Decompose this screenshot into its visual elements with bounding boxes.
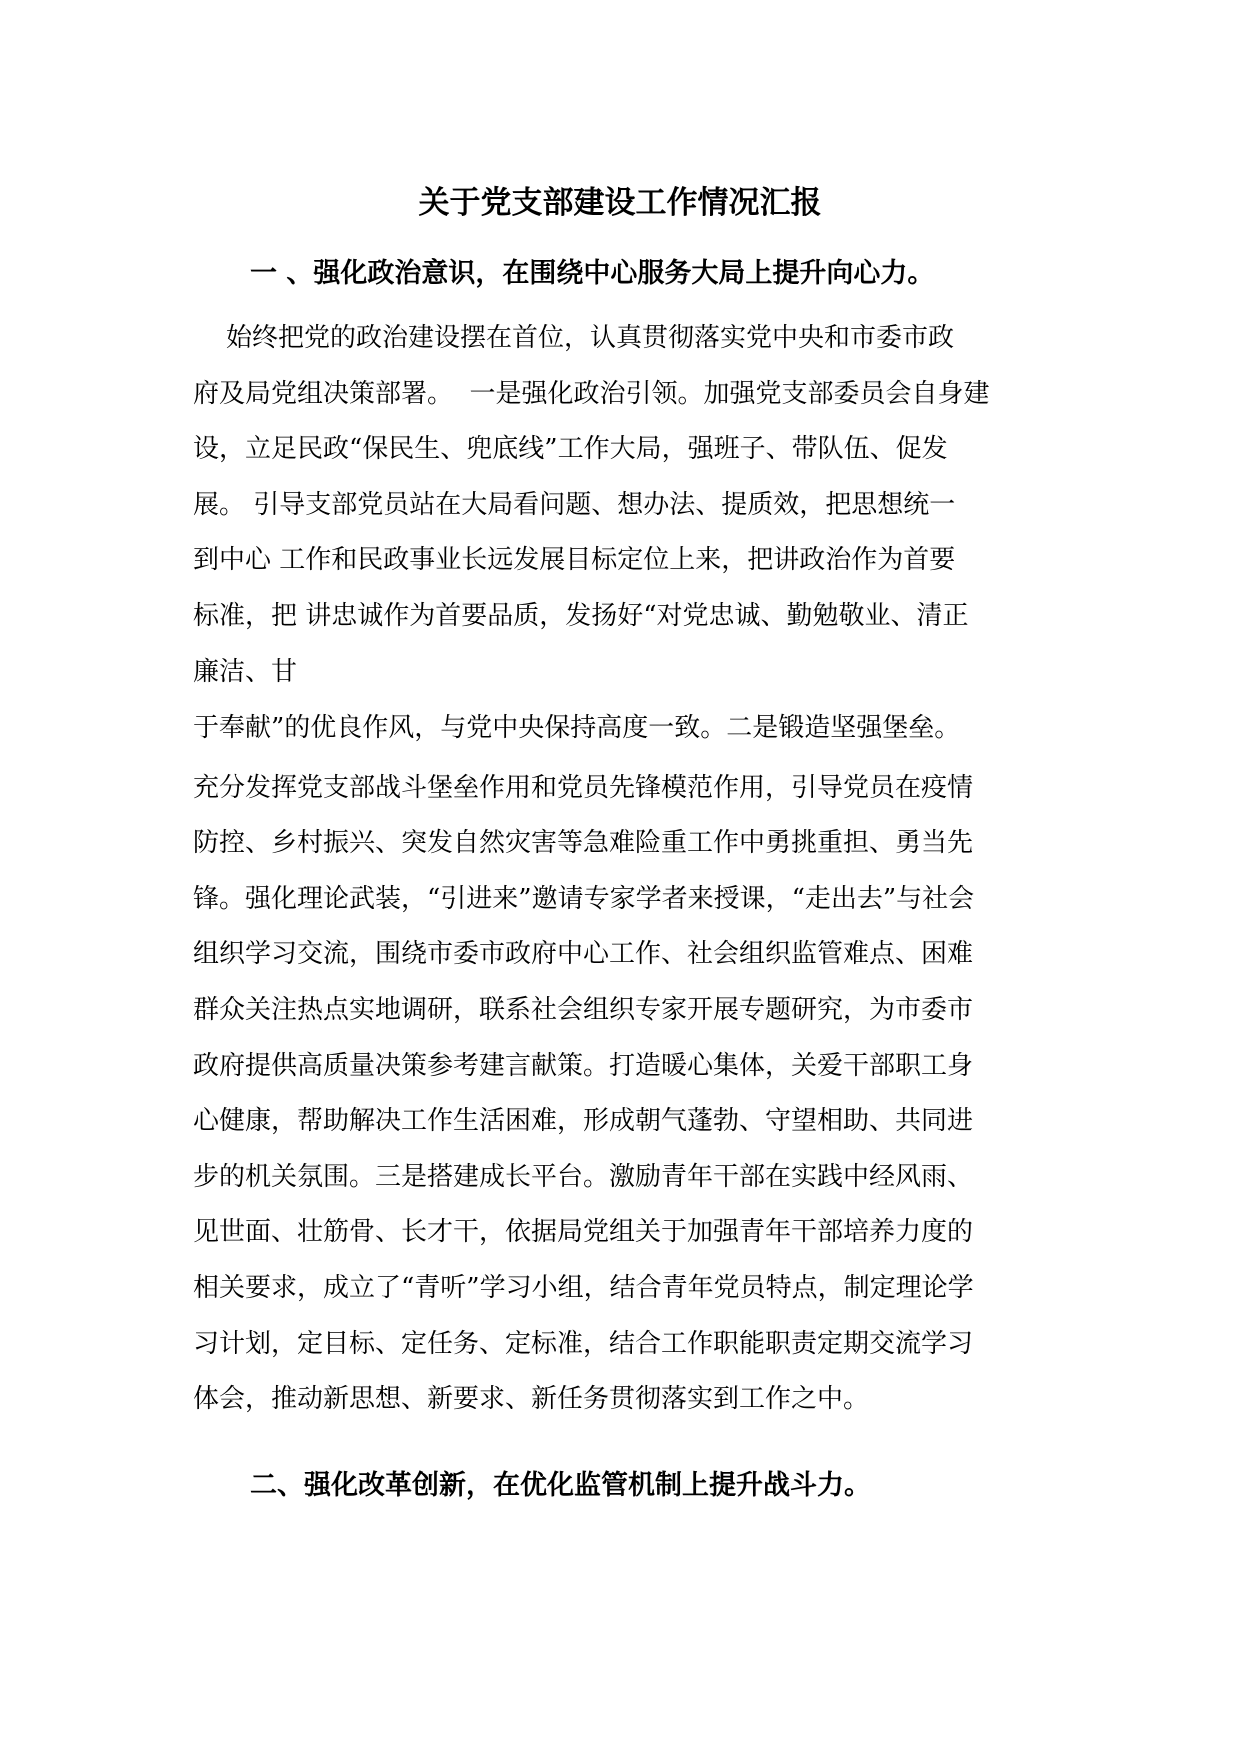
body-line: 始终把党的政治建设摆在首位，认真贯彻落实党中央和市委市政 <box>193 323 955 353</box>
body-line: 廉洁、甘 <box>193 657 298 687</box>
body-line: 展。 引导支部党员站在大局看问题、想办法、提质效，把思想统一 <box>193 490 956 520</box>
body-line: 设，立足民政“保民生、兜底线”工作大局，强班子、带队伍、促发 <box>193 434 948 464</box>
body-line: 政府提供高质量决策参考建言献策。打造暖心集体，关爱干部职工身 <box>193 1051 974 1081</box>
body-line: 体会，推动新思想、新要求、新任务贯彻落实到工作之中。 <box>193 1384 870 1414</box>
body-line: 心健康，帮助解决工作生活困难，形成朝气蓬勃、守望相助、共同进 <box>193 1106 974 1136</box>
document-title: 关于党支部建设工作情况汇报 <box>418 185 822 221</box>
body-line: 组织学习交流，围绕市委市政府中心工作、社会组织监管难点、困难 <box>193 939 974 969</box>
body-line: 标准，把 讲忠诚作为首要品质，发扬好“对党忠诚、勤勉敬业、清正 <box>193 601 969 631</box>
body-line: 锋。强化理论武装，“引进来”邀请专家学者来授课，“走出去”与社会 <box>193 884 975 914</box>
body-line: 习计划，定目标、定任务、定标准，结合工作职能职责定期交流学习 <box>193 1329 974 1359</box>
body-line: 防控、乡村振兴、突发自然灾害等急难险重工作中勇挑重担、勇当先 <box>193 828 974 858</box>
body-line: 见世面、壮筋骨、长才干，依据局党组关于加强青年干部培养力度的 <box>193 1217 974 1247</box>
body-line: 步的机关氛围。三是搭建成长平台。激励青年干部在实践中经风雨、 <box>193 1162 974 1192</box>
section-heading-1: 一 、强化政治意识，在围绕中心服务大局上提升向心力。 <box>250 258 935 289</box>
section-heading-2: 二、强化改革创新，在优化监管机制上提升战斗力。 <box>250 1470 871 1501</box>
body-line: 到中心 工作和民政事业长远发展目标定位上来，把讲政治作为首要 <box>193 545 956 575</box>
body-line: 充分发挥党支部战斗堡垒作用和党员先锋模范作用，引导党员在疫情 <box>193 773 974 803</box>
body-line: 于奉献”的优良作风，与党中央保持高度一致。二是锻造坚强堡垒。 <box>193 713 961 743</box>
body-line: 府及局党组决策部署。 一是强化政治引领。加强党支部委员会自身建 <box>193 379 990 409</box>
body-line: 群众关注热点实地调研，联系社会组织专家开展专题研究，为市委市 <box>193 995 974 1025</box>
body-line: 相关要求，成立了“青听”学习小组，结合青年党员特点，制定理论学 <box>193 1273 974 1303</box>
